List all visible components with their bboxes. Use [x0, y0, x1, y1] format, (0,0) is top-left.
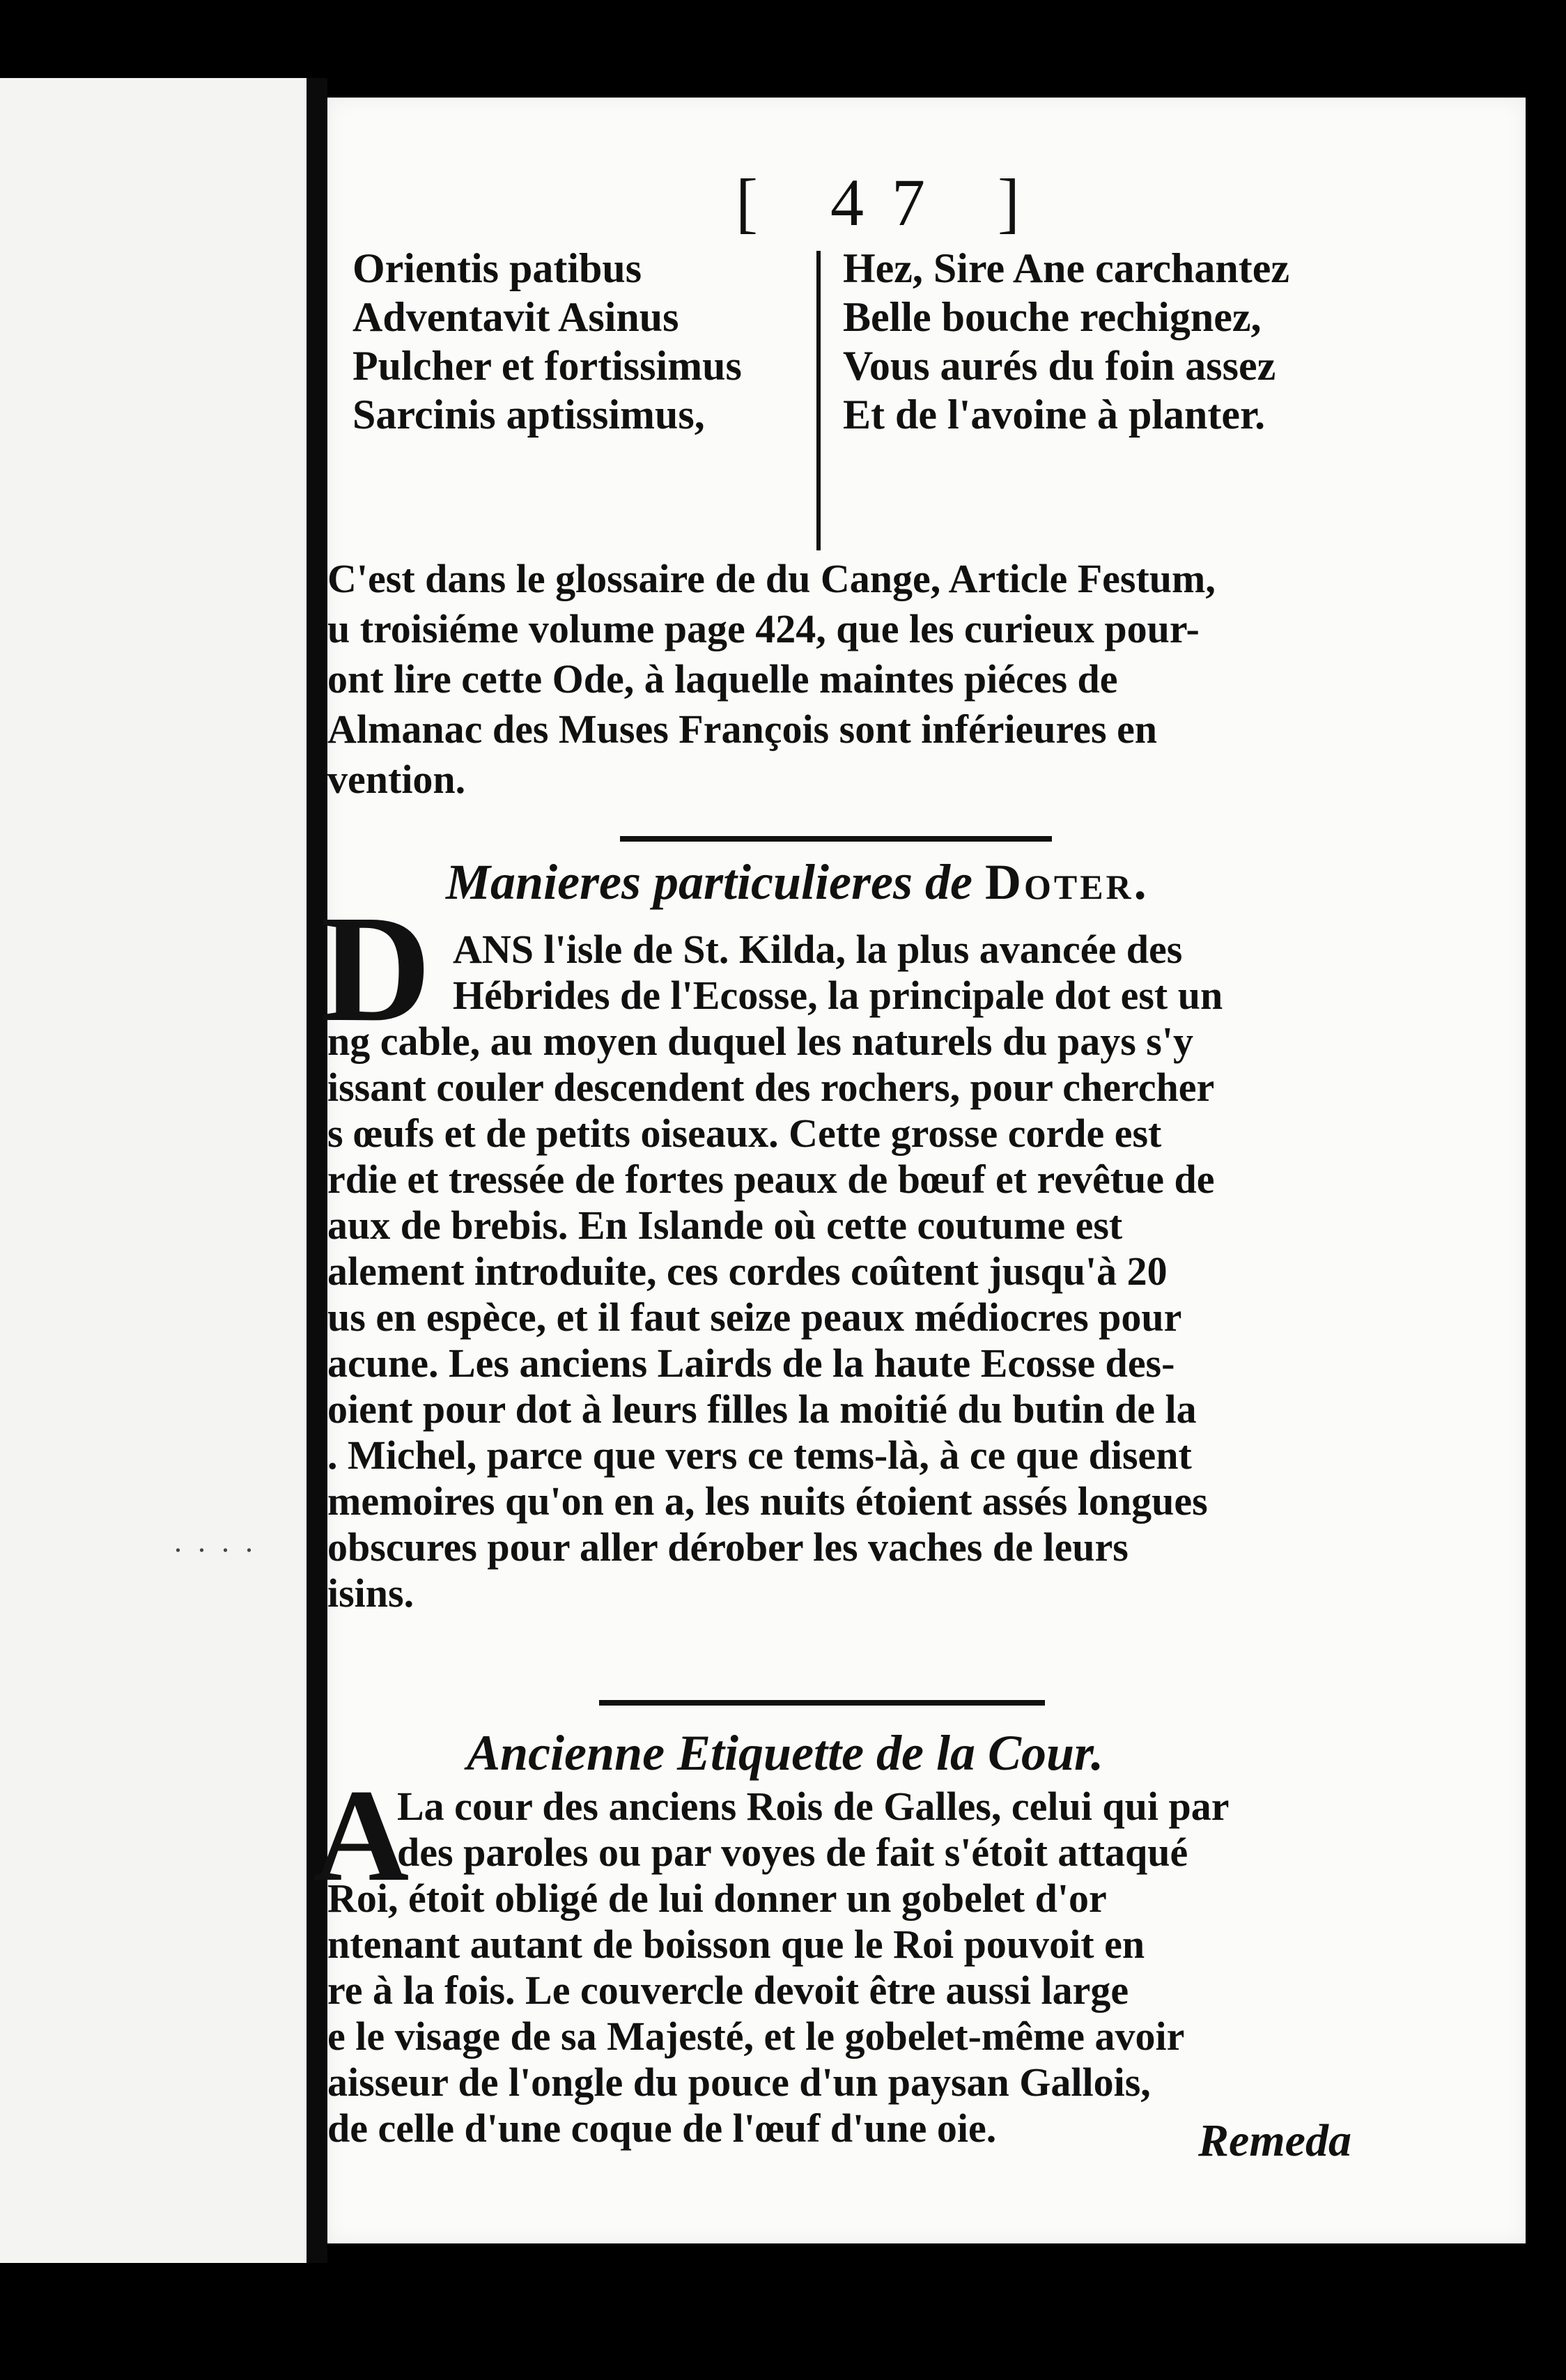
text-line: ng cable, au moyen duquel les naturels du pays s'y	[327, 1019, 1193, 1064]
verse-latin	[352, 244, 798, 439]
text-line: re à la fois. Le couvercle devoit être aussi large	[327, 1968, 1129, 2013]
text-line: u troisiéme volume page 424, que les curieux pour-	[327, 606, 1200, 651]
text-line: ntenant autant de boisson que le Roi pouvoit en	[327, 1922, 1145, 1967]
verse-line: Et de l'avoine à planter.	[843, 392, 1266, 438]
text-line: e le visage de sa Majesté, et le gobelet-même avoir	[327, 2014, 1185, 2059]
text-line: Almanac des Muses François sont inférieures en	[327, 706, 1158, 752]
text-line: us en espèce, et il faut seize peaux médiocres pour	[327, 1295, 1182, 1340]
verse-line: Sarcinis aptissimus,	[352, 392, 705, 438]
text-line: oient pour dot à leurs filles la moitié du butin de la	[327, 1386, 1197, 1432]
verse-line: Vous aurés du foin assez	[843, 343, 1276, 389]
text-line: de celle d'une coque de l'œuf d'une oie.	[327, 2105, 997, 2151]
verse-line: Orientis patibus	[352, 245, 642, 291]
section-rule	[599, 1700, 1045, 1706]
drop-cap: A	[313, 1763, 410, 1909]
text-line: memoires qu'on en a, les nuits étoient assés longues	[327, 1478, 1208, 1524]
section-body	[327, 1784, 1229, 2151]
verse-line: Belle bouche rechignez,	[843, 294, 1262, 340]
text-line: aux de brebis. En Islande où cette coutume est	[327, 1203, 1123, 1248]
verse-divider	[816, 251, 821, 550]
book-page	[313, 98, 1526, 2243]
catchword: Remeda	[1198, 2115, 1351, 2166]
verse-line: Adventavit Asinus	[352, 294, 679, 340]
text-line: rdie et tressée de fortes peaux de bœuf et revêtue de	[327, 1157, 1215, 1202]
text-line: Roi, étoit obligé de lui donner un gobelet d'or	[327, 1876, 1107, 1921]
text-line: La cour des anciens Rois de Galles, celui qui par	[397, 1784, 1230, 1829]
verse-line: Hez, Sire Ane carchantez	[843, 245, 1289, 291]
text-line: ANS l'isle de St. Kilda, la plus avancée des	[453, 927, 1183, 972]
text-line: des paroles ou par voyes de fait s'étoit attaqué	[397, 1830, 1188, 1875]
text-line: Hébrides de l'Ecosse, la principale dot est un	[453, 973, 1223, 1018]
heading-caps: Doter.	[984, 854, 1149, 910]
section-body	[327, 927, 1223, 1616]
text-line: C'est dans le glossaire de du Cange, Article Festum,	[327, 556, 1216, 601]
text-line: aisseur de l'ongle du pouce d'un paysan Gallois,	[327, 2060, 1151, 2105]
text-line: isins.	[327, 1570, 414, 1616]
facing-page	[0, 78, 307, 2263]
section-heading: Ancienne Etiquette de la Cour.	[467, 1725, 1104, 1781]
heading-italic: Manieres particulieres de	[446, 854, 985, 910]
drop-cap: D	[320, 883, 431, 1053]
verse-french	[843, 244, 1505, 439]
text-line: s œufs et de petits oiseaux. Cette grosse corde est	[327, 1111, 1162, 1156]
text-line: . Michel, parce que vers ce tems-là, à ce que disent	[327, 1432, 1192, 1478]
verse-line: Pulcher et fortissimus	[352, 343, 742, 389]
margin-marks: . . . .	[174, 1524, 257, 1559]
text-line: alement introduite, ces cordes coûtent jusqu'à 20	[327, 1249, 1168, 1294]
page-number: [ 47 ]	[736, 165, 1048, 240]
book-gutter	[307, 78, 327, 2263]
text-line: acune. Les anciens Lairds de la haute Ecosse des-	[327, 1340, 1175, 1386]
intro-paragraph	[327, 554, 1407, 805]
text-line: issant couler descendent des rochers, pour chercher	[327, 1065, 1215, 1110]
section-rule	[620, 836, 1052, 842]
text-line: obscures pour aller dérober les vaches de leurs	[327, 1524, 1129, 1570]
section-heading	[446, 853, 1149, 911]
text-line: vention.	[327, 757, 466, 802]
text-line: ont lire cette Ode, à laquelle maintes piéces de	[327, 656, 1118, 702]
